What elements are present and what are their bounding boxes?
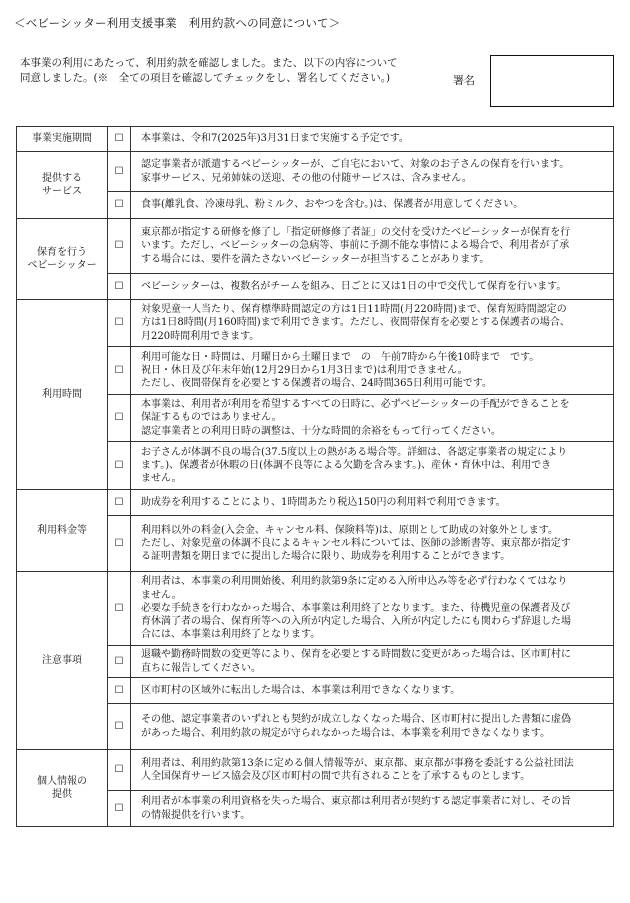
- section-category: [17, 152, 108, 219]
- category-label: 注意事項: [42, 654, 82, 666]
- term-line: 必要な手続きを行わなかった場合、本事業は利用終了となります。また、待機児童の保護者及び: [141, 602, 571, 614]
- term-text: [131, 791, 614, 827]
- term-line: 利用可能な日・時間は、月曜日から土曜日まで の 午前7時から午後10時まで です。: [141, 351, 540, 363]
- term-row: [17, 152, 614, 192]
- term-line: ません。: [141, 589, 182, 601]
- term-line: 利用者が本事業の利用資格を失った場合、東京都は利用者が契約する認定事業者に対し、その旨: [141, 796, 571, 808]
- term-line: 育休満了者の場合、保育所等への入所が内定した場合、入所が内定したにも関わらず辞退した場: [141, 616, 571, 628]
- term-line: ただし、対象児童の体調不良によるキャンセル料については、医師の診断書等、東京都が指定す: [141, 537, 571, 549]
- term-line: ベビーシッターは、複数名がチームを組み、日ごとに又は1日の中で交代して保育を行います。: [141, 280, 567, 292]
- agree-checkbox[interactable]: ☐: [108, 704, 131, 750]
- agree-checkbox[interactable]: ☐: [108, 750, 131, 791]
- term-line: 保証するものではありません。: [141, 412, 282, 424]
- page-title: ＜ベビーシッター利用支援事業 利用約款への同意について＞: [14, 16, 341, 30]
- term-line: 月220時間利用できます。: [141, 330, 260, 342]
- term-row: [17, 572, 614, 646]
- term-line: その他、認定事業者のいずれとも契約が成立しなくなった場合、区市町村に提出した書類に虚偽: [141, 714, 571, 726]
- agree-checkbox[interactable]: ☐: [108, 572, 131, 646]
- term-line: ます。)、保護者が休暇の日(体調不良等による欠勤を含みます。)、産休・育休中は、利用でき: [141, 459, 552, 471]
- category-label: 提供: [52, 789, 72, 800]
- term-text: [131, 646, 614, 678]
- consent-table: [16, 126, 614, 827]
- term-text: [131, 300, 614, 347]
- term-line: 認定事業者が派遣するベビーシッターが、ご自宅において、対象のお子さんの保育を行います。: [141, 159, 570, 171]
- agree-checkbox[interactable]: ☐: [108, 192, 131, 219]
- consent-intro: [20, 56, 440, 85]
- term-row: [17, 127, 614, 152]
- term-line: 対象児童一人当たり、保育標準時間認定の方は1日11時間(月220時間)まで、保育短時間認定の: [141, 304, 567, 316]
- category-label: 利用時間: [42, 388, 82, 400]
- term-line: 退職や勤務時間数の変更等により、保育を必要とする時間数に変更があった場合は、区市町村に: [141, 649, 571, 661]
- term-line: お子さんが体調不良の場合(37.5度以上の熱がある場合等。詳細は、各認定事業者の規定により: [141, 446, 568, 458]
- term-row: [17, 490, 614, 516]
- term-line: 東京都が指定する研修を修了し「指定研修修了者証」の交付を受けたベビーシッターが保育を行: [141, 227, 571, 239]
- section-category: [17, 750, 108, 827]
- agree-checkbox[interactable]: ☐: [108, 678, 131, 704]
- term-line: 家事サービス、兄弟姉妹の送迎、その他の付随サービスは、含みません。: [141, 172, 472, 184]
- agree-checkbox[interactable]: ☐: [108, 490, 131, 516]
- category-label: 提供する: [42, 172, 82, 184]
- term-line: する場合には、要件を満たさないベビーシッターが担当することがあります。: [141, 253, 490, 265]
- term-line: ただし、夜間帯保育を必要とする保護者の場合、24時間365日利用可能です。: [141, 378, 493, 390]
- term-line: 直ちに報告してください。: [141, 662, 261, 674]
- category-label: ベビーシッター: [27, 260, 97, 271]
- agree-checkbox[interactable]: ☐: [108, 219, 131, 274]
- category-label: 利用料金等: [37, 524, 87, 536]
- category-label: 保育を行う: [37, 246, 87, 258]
- signature-box[interactable]: [490, 55, 614, 107]
- term-text: [131, 750, 614, 791]
- intro-line: 本事業の利用にあたって、利用約款を確認しました。また、以下の内容について: [20, 57, 398, 69]
- section-category: [17, 127, 108, 152]
- term-text: [131, 127, 614, 152]
- term-text: [131, 274, 614, 300]
- term-line: 区市町村の区域外に転出した場合は、本事業は利用できなくなります。: [141, 684, 461, 696]
- term-line: 助成券を利用することにより、1時間あたり税込150円の利用料で利用できます。: [141, 496, 506, 508]
- term-line: 利用料以外の料金(入会金、キャンセル料、保険料等)は、原則として助成の対象外とします。: [141, 524, 559, 536]
- term-line: います。ただし、ベビーシッターの急病等、事前に予測不能な事情による場合で、利用者が了承: [141, 240, 570, 252]
- term-row: [17, 219, 614, 274]
- term-row: [17, 750, 614, 791]
- term-line: 本事業は、令和7(2025年)3月31日まで実施する予定です。: [141, 133, 409, 145]
- term-text: [131, 490, 614, 516]
- category-label: サービス: [42, 186, 82, 197]
- category-label: 個人情報の: [37, 775, 87, 787]
- agree-checkbox[interactable]: ☐: [108, 300, 131, 347]
- section-category: [17, 490, 108, 572]
- term-text: [131, 516, 614, 572]
- agree-checkbox[interactable]: ☐: [108, 127, 131, 152]
- term-line: 方は1日8時間(月160時間)まで利用できます。ただし、夜間帯保育を必要とする保護者の場合、: [141, 317, 570, 329]
- section-category: [17, 219, 108, 300]
- term-line: があった場合、利用約款の規定が守られなかった場合は、本事業を利用できなくなります。: [141, 727, 551, 739]
- term-line: 食事(離乳食、冷凍母乳、粉ミルク、おやつを含む。)は、保護者が用意してください。: [141, 199, 524, 211]
- agree-checkbox[interactable]: ☐: [108, 152, 131, 192]
- term-text: [131, 704, 614, 750]
- term-line: 人全国保育サービス協会及び区市町村の間で共有されることを了承するものとします。: [141, 771, 531, 782]
- signature-label: 署名: [453, 74, 475, 87]
- term-line: 利用者は、利用約款第13条に定める個人情報等が、東京都、東京都が事務を委託する公益社団法: [141, 757, 574, 769]
- agree-checkbox[interactable]: ☐: [108, 646, 131, 678]
- term-line: 認定事業者との利用日時の調整は、十分な時間的余裕をもって行ってください。: [141, 425, 501, 437]
- category-label: 事業実施期間: [32, 133, 92, 145]
- term-text: [131, 572, 614, 646]
- agree-checkbox[interactable]: ☐: [108, 395, 131, 442]
- term-line: ません。: [141, 473, 182, 485]
- intro-line: 同意しました。(※ 全ての項目を確認してチェックをし、署名してください。): [20, 71, 391, 84]
- agree-checkbox[interactable]: ☐: [108, 347, 131, 395]
- term-row: [17, 300, 614, 347]
- agree-checkbox[interactable]: ☐: [108, 274, 131, 300]
- term-line: 祝日・休日及び年末年始(12月29日から1月3日まで)は利用できません。: [141, 364, 468, 376]
- term-text: [131, 395, 614, 442]
- section-category: [17, 300, 108, 490]
- term-line: の情報提供を行います。: [141, 809, 251, 821]
- term-text: [131, 192, 614, 219]
- term-text: [131, 219, 614, 274]
- term-line: 利用者は、本事業の利用開始後、利用約款第9条に定める入所申込み等を必ず行わなくてはなり: [141, 576, 568, 588]
- agree-checkbox[interactable]: ☐: [108, 516, 131, 572]
- section-category: [17, 572, 108, 750]
- agree-checkbox[interactable]: ☐: [108, 791, 131, 827]
- term-text: [131, 152, 614, 192]
- term-line: 合には、本事業は利用終了となります。: [141, 629, 321, 641]
- agree-checkbox[interactable]: ☐: [108, 442, 131, 490]
- term-text: [131, 347, 614, 395]
- term-text: [131, 678, 614, 704]
- term-line: 本事業は、利用者が利用を希望するすべての日時に、必ずベビーシッターの手配ができることを: [141, 399, 570, 411]
- term-line: る証明書類を期日までに提出した場合に限り、助成券を利用することができます。: [141, 551, 511, 563]
- term-text: [131, 442, 614, 490]
